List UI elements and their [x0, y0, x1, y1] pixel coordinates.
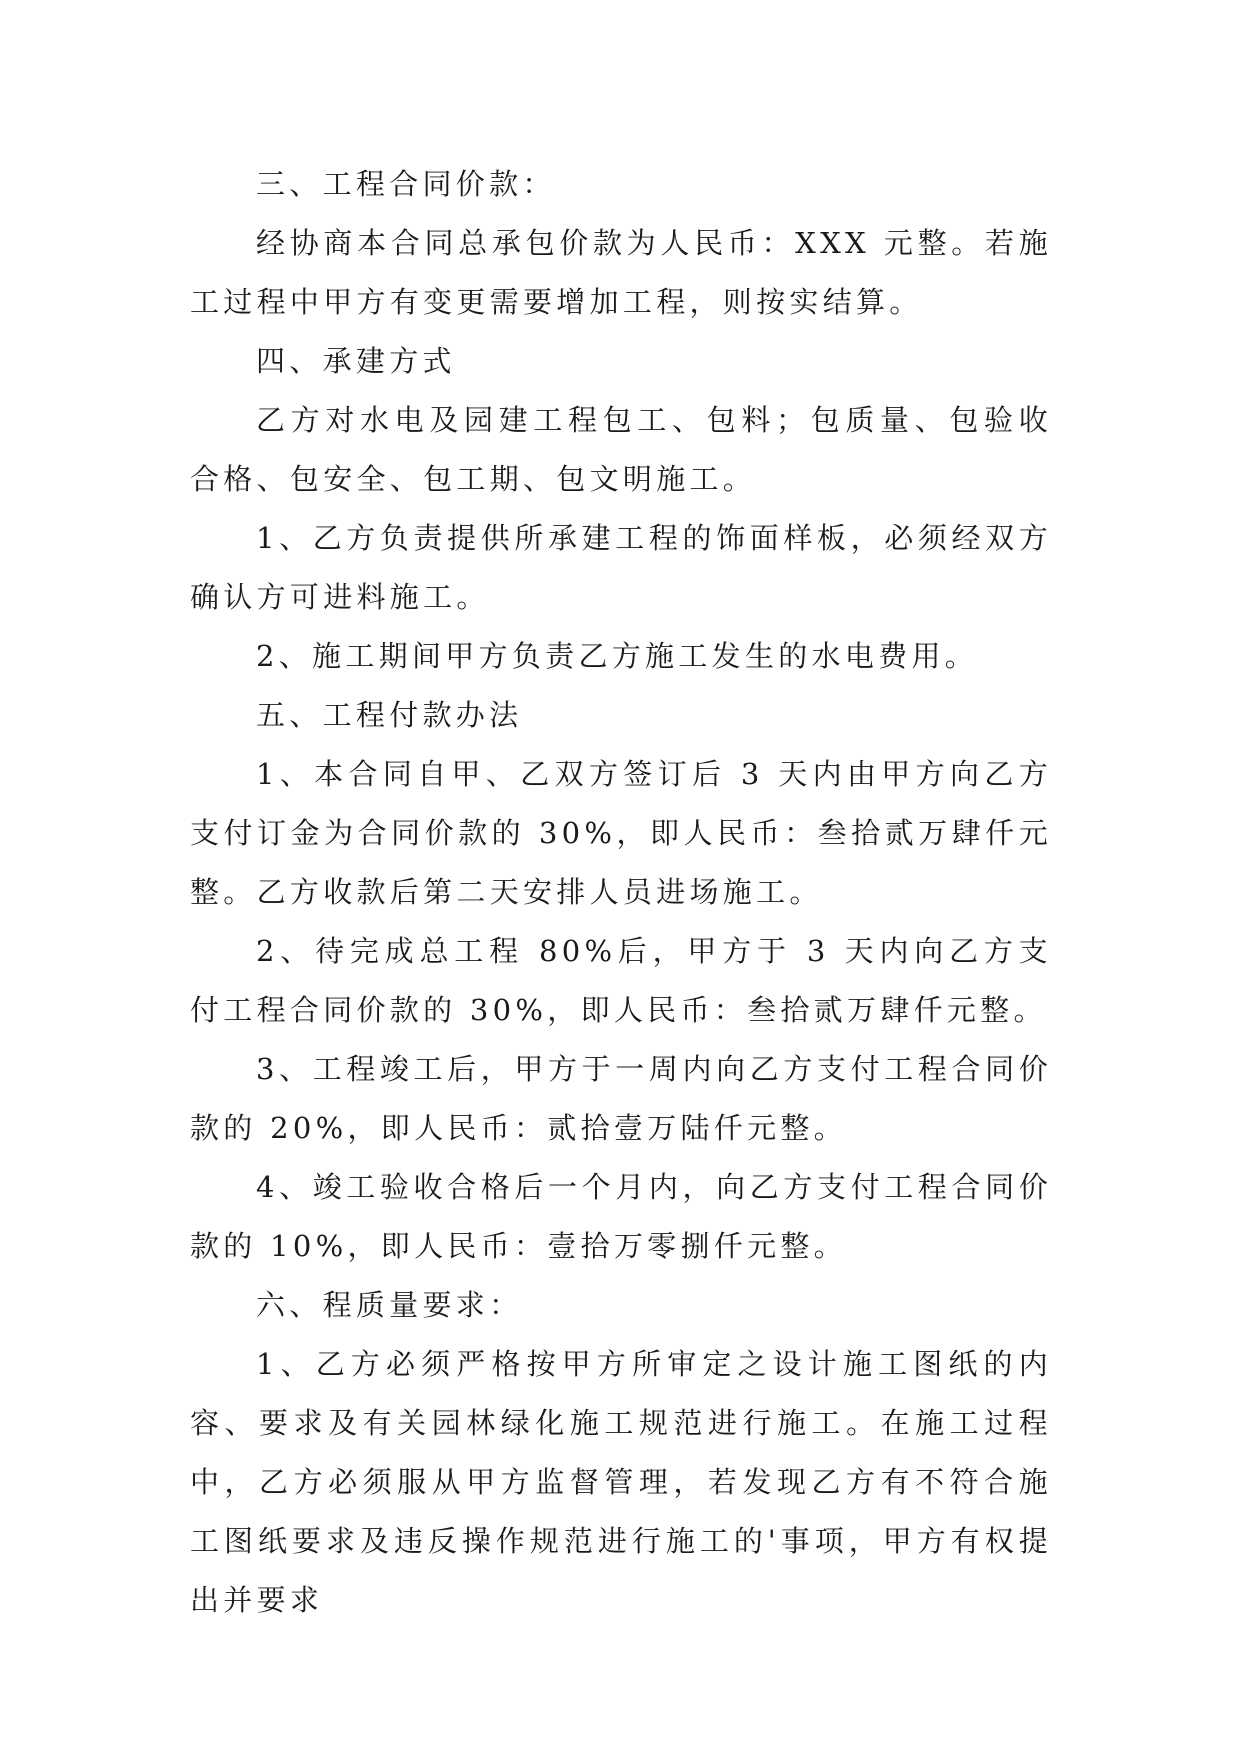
heading-payment-method: 五、工程付款办法 — [256, 698, 523, 732]
paragraph-utility-fees: 2、施工期间甲方负责乙方施工发生的水电费用。 — [256, 639, 979, 673]
document-body — [190, 155, 1052, 1630]
paragraph-total-price: 经协商本合同总承包价款为人民币：XXX 元整。若施工过程中甲方有变更需要增加工程，则按实结算。 — [190, 226, 1052, 319]
paragraph-payment-progress: 2、待完成总工程 80%后，甲方于 3 天内向乙方支付工程合同价款的 30%，即人民币：叁拾贰万肆仟元整。 — [190, 934, 1052, 1027]
paragraph-sample-board: 1、乙方负责提供所承建工程的饰面样板，必须经双方确认方可进料施工。 — [190, 521, 1052, 614]
paragraph-contract-scope: 乙方对水电及园建工程包工、包料；包质量、包验收合格、包安全、包工期、包文明施工。 — [190, 403, 1052, 496]
heading-construction-method: 四、承建方式 — [256, 344, 456, 378]
paragraph-payment-completion: 3、工程竣工后，甲方于一周内向乙方支付工程合同价款的 20%，即人民币：贰拾壹万陆仟元整。 — [190, 1052, 1052, 1145]
heading-contract-price: 三、工程合同价款： — [256, 167, 556, 201]
paragraph-quality-standards: 1、乙方必须严格按甲方所审定之设计施工图纸的内容、要求及有关园林绿化施工规范进行施工。在施工过程中，乙方必须服从甲方监督管理，若发现乙方有不符合施工图纸要求及违反操作规范进行施工的'事项，甲方有权提出并要求 — [190, 1347, 1052, 1617]
paragraph-payment-acceptance: 4、竣工验收合格后一个月内，向乙方支付工程合同价款的 10%，即人民币：壹拾万零捌仟元整。 — [190, 1170, 1052, 1263]
heading-quality-requirements: 六、程质量要求： — [256, 1288, 523, 1322]
paragraph-payment-deposit: 1、本合同自甲、乙双方签订后 3 天内由甲方向乙方支付订金为合同价款的 30%，即人民币：叁拾贰万肆仟元整。乙方收款后第二天安排人员进场施工。 — [190, 757, 1052, 909]
